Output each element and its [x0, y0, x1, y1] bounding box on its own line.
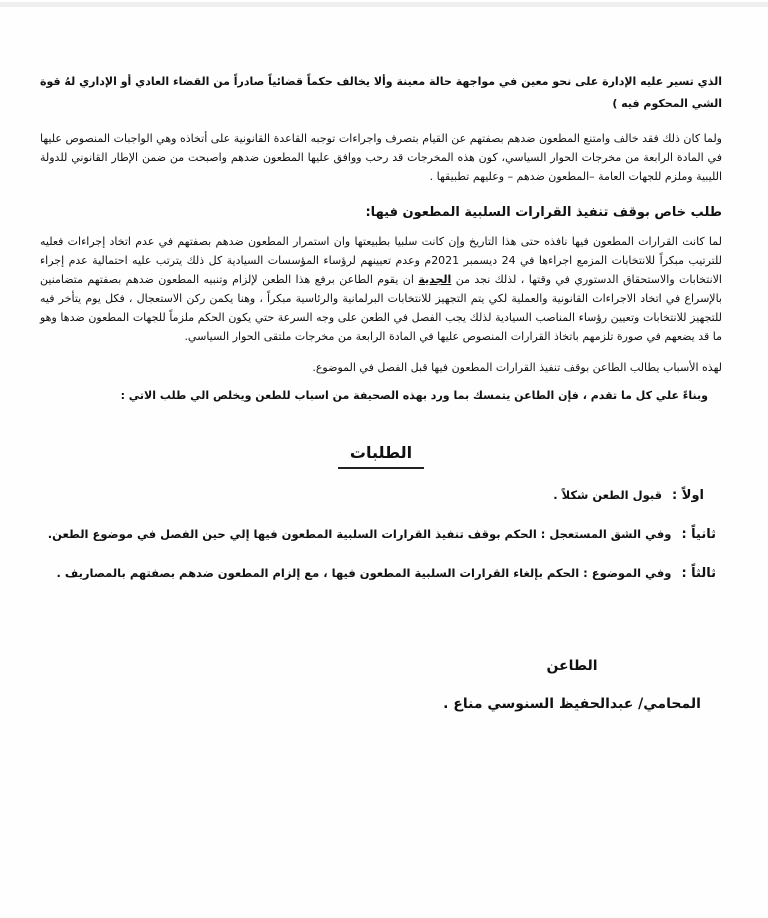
signature-name: المحامي/ عبدالحفيظ السنوسي مناع . [443, 696, 701, 712]
request-item [40, 524, 722, 545]
paragraph-violation: ولما كان ذلك فقد خالف وامتنع المطعون ضدهم بصفتهم عن القيام بتصرف واجراءات توجبه القاعدة القانونية على أتخاذه وهي الواجبات المنصوص عليها في المادة الرابعة من مخرجات الحوار السياسي، كون هذه المخرجات قد رحب ووافق عليها المطعون ضدهم واصبحت من ضمن الإطار القانوني للدولة الليبية وملزم للجهات العامة –المطعون ضدهم – وعليهم تطبيقها . [40, 132, 722, 183]
paragraph-conclusion: وبناءً علي كل ما تقدم ، فإن الطاعن يتمسك بما ورد بهذه الصحيفة من اسباب للطعن ويخلص الي طلب الاتي : [120, 389, 708, 402]
emphasis-seriousness: الجدية [418, 273, 452, 286]
section-heading: طلب خاص بوقف تنفيذ القرارات السلبية المطعون فيها: [365, 205, 722, 220]
requests-title: الطلبات [338, 440, 424, 469]
requests-title-wrap [40, 440, 722, 469]
request-label: اولاً : [672, 488, 704, 503]
intro-paragraph: الذي تسير عليه الإدارة على نحو معين في مواجهة حالة معينة وألا يخالف حكماً قضائياً صادراً من القضاء العادي أو الإداري لهُ قوة الشي المحكوم فيه ) [40, 75, 722, 110]
paragraph-urgency-part2: ان يقوم الطاعن برفع هذا الطعن لإلزام وتنبيه المطعون ضدهم بصفتهم متضامنين بالإسراع في اتخاد الاجراءات القانونية والعملية لكي يتم التجهيز للانتخابات البرلمانية والرئاسية مبكراً ، وهنا يكمن ركن الاستعجال ، فكل يوم يتأخر فيه للتجهيز للانتخابات وتعيين رؤساء المناصب السيادية لذلك يجب الفصل في الطعن على وجه السرعة حتي يكون الحكم ملزماً للجهات المطعون ضدها وهو ما قد يضعهم في صورة تلزمهم باتخاذ القرارات المنصوص عليها في المادة الرابعة من مخرجات ملتقى الحوار السياسي. [40, 273, 722, 343]
request-text: وفي الموضوع : الحكم بإلغاء القرارات السلبية المطعون فيها ، مع إلزام المطعون ضدهم بصفتهم بالمصاريف . [56, 566, 672, 580]
request-item [40, 563, 722, 584]
request-label: ثانياً : [681, 527, 716, 542]
request-label: ثالثاً : [681, 566, 716, 581]
paragraph-reasons: لهذه الأسباب يطالب الطاعن بوقف تنفيذ القرارات المطعون فيها قبل الفصل في الموضوع. [312, 361, 722, 374]
signature-role: الطاعن [546, 658, 598, 674]
request-text: وفي الشق المستعجل : الحكم بوقف تنفيذ القرارات السلبية المطعون فيها إلي حين الفصل في موضوع الطعن. [47, 527, 672, 541]
paragraph-urgency-part1: لما كانت القرارات المطعون فيها نافذه حتى هذا التاريخ وإن كانت سلبيا بطبيعتها وان استمرار المطعون ضدهم بصفتهم في عدم اتخاد إجراءات فعليه للترتيب مبكراً للانتخابات المزمع اجراءها في 24 ديسمبر 2021م وعدم تعيينهم لرؤساء المؤسسات السيادية كل ذلك يترتب عليه احتمالية عدم إجراء الانتخابات والاستحقاق الدستوري في وقتها ، لذلك نجد من [40, 235, 722, 286]
document-page [0, 7, 768, 756]
request-item [40, 485, 722, 506]
request-text: قبول الطعن شكلاً . [553, 488, 663, 502]
paragraph-urgency [40, 232, 722, 346]
